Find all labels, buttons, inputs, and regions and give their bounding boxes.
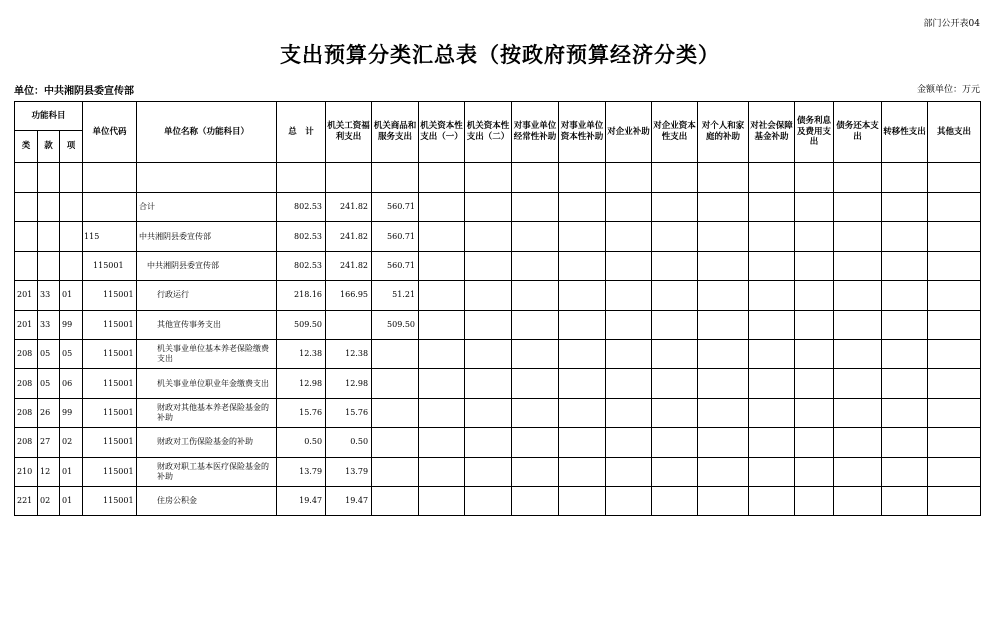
cell-empty	[882, 310, 928, 339]
header-col: 机关资本性支出（二）	[465, 102, 512, 163]
header-col: 其他支出	[928, 102, 981, 163]
cell-kuan	[38, 193, 60, 222]
cell-empty	[834, 398, 882, 427]
cell-empty	[749, 428, 795, 457]
cell-lei: 208	[15, 369, 38, 398]
cell-kuan: 12	[38, 457, 60, 486]
header-col: 对个人和家庭的补助	[698, 102, 749, 163]
cell-unit-code: 115	[83, 222, 137, 251]
cell-kuan	[38, 251, 60, 280]
cell-xiang	[60, 251, 83, 280]
cell-wage-welfare: 13.79	[326, 457, 372, 486]
header-unit-name: 单位名称（功能科目）	[137, 102, 277, 163]
cell-empty	[795, 486, 834, 515]
cell-empty	[795, 193, 834, 222]
cell-empty	[606, 428, 652, 457]
cell-lei	[15, 222, 38, 251]
cell-lei: 208	[15, 398, 38, 427]
cell-unit-code: 115001	[83, 457, 137, 486]
cell-unit-name: 机关事业单位基本养老保险缴费支出	[137, 339, 277, 368]
cell-kuan: 33	[38, 310, 60, 339]
cell-empty	[465, 281, 512, 310]
cell-empty	[606, 281, 652, 310]
cell-xiang: 05	[60, 339, 83, 368]
cell-wage-welfare: 166.95	[326, 281, 372, 310]
cell-empty	[559, 222, 606, 251]
cell-empty	[928, 369, 981, 398]
cell-empty	[834, 193, 882, 222]
cell-wage-welfare: 19.47	[326, 486, 372, 515]
cell-empty	[559, 457, 606, 486]
cell-unit-name: 财政对工伤保险基金的补助	[137, 428, 277, 457]
cell-empty	[834, 428, 882, 457]
table-row	[15, 281, 981, 310]
cell-empty	[419, 310, 465, 339]
table-row	[15, 339, 981, 368]
cell-wage-welfare: 12.38	[326, 339, 372, 368]
cell-empty	[512, 222, 559, 251]
cell-unit-code: 115001	[83, 251, 137, 280]
cell-total: 802.53	[277, 251, 326, 280]
cell-empty	[465, 251, 512, 280]
cell-xiang	[60, 222, 83, 251]
cell-wage-welfare	[326, 310, 372, 339]
cell-empty	[698, 369, 749, 398]
cell-empty	[512, 428, 559, 457]
header-col: 对企业资本性支出	[652, 102, 698, 163]
cell-xiang: 01	[60, 486, 83, 515]
cell-total: 0.50	[277, 428, 326, 457]
cell-unit-name: 合计	[137, 193, 277, 222]
cell-unit-name: 机关事业单位职业年金缴费支出	[137, 369, 277, 398]
header-col: 对事业单位资本性补助	[559, 102, 606, 163]
cell-goods-services	[372, 457, 419, 486]
cell-empty	[606, 339, 652, 368]
cell-empty	[795, 281, 834, 310]
cell-empty	[928, 251, 981, 280]
cell-empty	[419, 193, 465, 222]
cell-kuan: 05	[38, 339, 60, 368]
header-col: 债务利息及费用支出	[795, 102, 834, 163]
table-row	[15, 398, 981, 427]
header-xiang: 项	[60, 131, 83, 163]
header-col: 对事业单位经常性补助	[512, 102, 559, 163]
cell-empty	[882, 251, 928, 280]
cell-total: 13.79	[277, 457, 326, 486]
table-row	[15, 251, 981, 280]
cell-empty	[698, 457, 749, 486]
cell-empty	[882, 428, 928, 457]
header-col: 对社会保障基金补助	[749, 102, 795, 163]
table-row	[15, 193, 981, 222]
cell-empty	[795, 339, 834, 368]
form-number: 部门公开表04	[923, 19, 980, 29]
cell-wage-welfare: 241.82	[326, 251, 372, 280]
cell-empty	[834, 222, 882, 251]
cell-total: 802.53	[277, 222, 326, 251]
cell-total: 509.50	[277, 310, 326, 339]
cell-empty	[928, 486, 981, 515]
cell-empty	[834, 486, 882, 515]
cell-goods-services	[372, 398, 419, 427]
cell-empty	[606, 251, 652, 280]
cell-empty	[465, 310, 512, 339]
cell-empty	[834, 310, 882, 339]
cell-unit-code: 115001	[83, 428, 137, 457]
cell-xiang: 01	[60, 457, 83, 486]
table-row	[15, 369, 981, 398]
cell-wage-welfare: 0.50	[326, 428, 372, 457]
cell-empty	[882, 339, 928, 368]
cell-total: 802.53	[277, 193, 326, 222]
header-col: 转移性支出	[882, 102, 928, 163]
cell-xiang: 02	[60, 428, 83, 457]
cell-kuan: 02	[38, 486, 60, 515]
cell-xiang	[60, 193, 83, 222]
cell-wage-welfare: 12.98	[326, 369, 372, 398]
cell-goods-services: 560.71	[372, 251, 419, 280]
cell-xiang: 99	[60, 398, 83, 427]
cell-empty	[749, 398, 795, 427]
cell-empty	[465, 398, 512, 427]
cell-empty	[465, 369, 512, 398]
cell-total: 12.98	[277, 369, 326, 398]
cell-empty	[652, 369, 698, 398]
cell-goods-services: 560.71	[372, 193, 419, 222]
cell-empty	[652, 281, 698, 310]
cell-empty	[559, 193, 606, 222]
cell-empty	[928, 428, 981, 457]
cell-unit-code: 115001	[83, 339, 137, 368]
cell-empty	[512, 398, 559, 427]
cell-empty	[419, 222, 465, 251]
cell-empty	[606, 457, 652, 486]
cell-lei: 208	[15, 428, 38, 457]
cell-unit-name: 其他宣传事务支出	[137, 310, 277, 339]
cell-kuan: 33	[38, 281, 60, 310]
cell-empty	[698, 281, 749, 310]
cell-empty	[559, 339, 606, 368]
cell-empty	[512, 457, 559, 486]
cell-kuan: 26	[38, 398, 60, 427]
table-row	[15, 310, 981, 339]
cell-empty	[749, 457, 795, 486]
cell-empty	[698, 251, 749, 280]
cell-empty	[512, 369, 559, 398]
cell-empty	[559, 428, 606, 457]
cell-empty	[795, 251, 834, 280]
cell-empty	[882, 398, 928, 427]
cell-goods-services: 509.50	[372, 310, 419, 339]
cell-empty	[606, 398, 652, 427]
cell-lei: 201	[15, 310, 38, 339]
cell-goods-services	[372, 369, 419, 398]
cell-unit-code: 115001	[83, 398, 137, 427]
cell-empty	[928, 398, 981, 427]
header-col: 债务还本支出	[834, 102, 882, 163]
cell-empty	[795, 428, 834, 457]
cell-goods-services	[372, 428, 419, 457]
cell-empty	[698, 428, 749, 457]
cell-unit-code: 115001	[83, 486, 137, 515]
cell-empty	[698, 193, 749, 222]
cell-empty	[749, 310, 795, 339]
cell-empty	[559, 310, 606, 339]
cell-empty	[559, 369, 606, 398]
cell-empty	[749, 339, 795, 368]
cell-empty	[882, 281, 928, 310]
cell-wage-welfare: 241.82	[326, 193, 372, 222]
cell-goods-services	[372, 339, 419, 368]
table-row	[15, 457, 981, 486]
cell-empty	[698, 486, 749, 515]
cell-empty	[465, 428, 512, 457]
cell-empty	[928, 281, 981, 310]
cell-xiang: 99	[60, 310, 83, 339]
table-row	[15, 486, 981, 515]
cell-empty	[698, 398, 749, 427]
cell-empty	[749, 369, 795, 398]
cell-empty	[465, 193, 512, 222]
cell-empty	[652, 193, 698, 222]
amount-unit: 金额单位：万元	[916, 85, 980, 95]
header-lei: 类	[15, 131, 38, 163]
cell-empty	[795, 369, 834, 398]
cell-unit-code: 115001	[83, 369, 137, 398]
cell-empty	[465, 222, 512, 251]
cell-empty	[512, 251, 559, 280]
cell-empty	[882, 222, 928, 251]
cell-lei	[15, 251, 38, 280]
cell-kuan: 05	[38, 369, 60, 398]
cell-empty	[928, 457, 981, 486]
cell-empty	[882, 486, 928, 515]
cell-empty	[882, 369, 928, 398]
cell-empty	[652, 222, 698, 251]
cell-total: 15.76	[277, 398, 326, 427]
cell-empty	[559, 486, 606, 515]
cell-empty	[512, 310, 559, 339]
cell-empty	[465, 339, 512, 368]
cell-empty	[698, 222, 749, 251]
cell-empty	[749, 222, 795, 251]
cell-empty	[559, 398, 606, 427]
cell-kuan	[38, 222, 60, 251]
cell-empty	[749, 281, 795, 310]
cell-empty	[465, 486, 512, 515]
cell-kuan: 27	[38, 428, 60, 457]
cell-empty	[606, 222, 652, 251]
cell-empty	[795, 457, 834, 486]
cell-unit-name: 行政运行	[137, 281, 277, 310]
cell-empty	[698, 339, 749, 368]
cell-lei: 221	[15, 486, 38, 515]
cell-empty	[834, 369, 882, 398]
cell-empty	[419, 428, 465, 457]
cell-empty	[606, 310, 652, 339]
cell-empty	[834, 281, 882, 310]
header-col: 机关工资福利支出	[326, 102, 372, 163]
cell-empty	[928, 339, 981, 368]
cell-empty	[512, 281, 559, 310]
cell-empty	[928, 222, 981, 251]
cell-empty	[652, 339, 698, 368]
cell-empty	[512, 486, 559, 515]
header-col: 机关商品和服务支出	[372, 102, 419, 163]
cell-empty	[698, 310, 749, 339]
cell-empty	[419, 486, 465, 515]
cell-empty	[652, 457, 698, 486]
cell-empty	[928, 193, 981, 222]
cell-empty	[749, 193, 795, 222]
table-row	[15, 222, 981, 251]
unit-label: 单位：中共湘阴县委宣传部	[14, 86, 134, 97]
cell-goods-services	[372, 486, 419, 515]
cell-empty	[652, 310, 698, 339]
page-title: 支出预算分类汇总表（按政府预算经济分类）	[280, 42, 720, 67]
cell-unit-name: 中共湘阴县委宣传部	[137, 222, 277, 251]
cell-empty	[652, 398, 698, 427]
cell-empty	[652, 486, 698, 515]
cell-empty	[749, 251, 795, 280]
cell-unit-code: 115001	[83, 310, 137, 339]
cell-empty	[419, 281, 465, 310]
cell-unit-name: 中共湘阴县委宣传部	[137, 251, 277, 280]
cell-empty	[559, 281, 606, 310]
cell-wage-welfare: 15.76	[326, 398, 372, 427]
cell-empty	[834, 251, 882, 280]
cell-total: 19.47	[277, 486, 326, 515]
cell-empty	[928, 310, 981, 339]
cell-empty	[419, 251, 465, 280]
cell-unit-name: 住房公积金	[137, 486, 277, 515]
cell-empty	[559, 251, 606, 280]
cell-empty	[882, 457, 928, 486]
cell-empty	[512, 339, 559, 368]
cell-unit-code	[83, 193, 137, 222]
cell-empty	[652, 251, 698, 280]
header-function-group: 功能科目	[15, 102, 83, 131]
header-kuan: 款	[38, 131, 60, 163]
cell-lei: 201	[15, 281, 38, 310]
cell-lei: 210	[15, 457, 38, 486]
table-row	[15, 428, 981, 457]
cell-wage-welfare: 241.82	[326, 222, 372, 251]
cell-empty	[795, 310, 834, 339]
cell-unit-name: 财政对其他基本养老保险基金的补助	[137, 398, 277, 427]
header-col: 对企业补助	[606, 102, 652, 163]
cell-lei	[15, 193, 38, 222]
cell-empty	[749, 486, 795, 515]
cell-empty	[419, 398, 465, 427]
cell-empty	[512, 193, 559, 222]
cell-empty	[652, 428, 698, 457]
cell-goods-services: 560.71	[372, 222, 419, 251]
cell-empty	[834, 457, 882, 486]
cell-empty	[834, 339, 882, 368]
cell-total: 218.16	[277, 281, 326, 310]
cell-empty	[795, 398, 834, 427]
cell-empty	[419, 369, 465, 398]
cell-xiang: 01	[60, 281, 83, 310]
cell-empty	[419, 339, 465, 368]
cell-empty	[465, 457, 512, 486]
header-col: 机关资本性支出（一）	[419, 102, 465, 163]
cell-unit-name: 财政对职工基本医疗保险基金的补助	[137, 457, 277, 486]
header-unit-code: 单位代码	[83, 102, 137, 163]
budget-table	[14, 101, 981, 516]
cell-empty	[795, 222, 834, 251]
cell-empty	[882, 193, 928, 222]
cell-empty	[606, 193, 652, 222]
cell-empty	[419, 457, 465, 486]
cell-goods-services: 51.21	[372, 281, 419, 310]
cell-lei: 208	[15, 339, 38, 368]
cell-unit-code: 115001	[83, 281, 137, 310]
header-total: 总 计	[277, 102, 326, 163]
cell-total: 12.38	[277, 339, 326, 368]
cell-empty	[606, 369, 652, 398]
cell-xiang: 06	[60, 369, 83, 398]
cell-empty	[606, 486, 652, 515]
